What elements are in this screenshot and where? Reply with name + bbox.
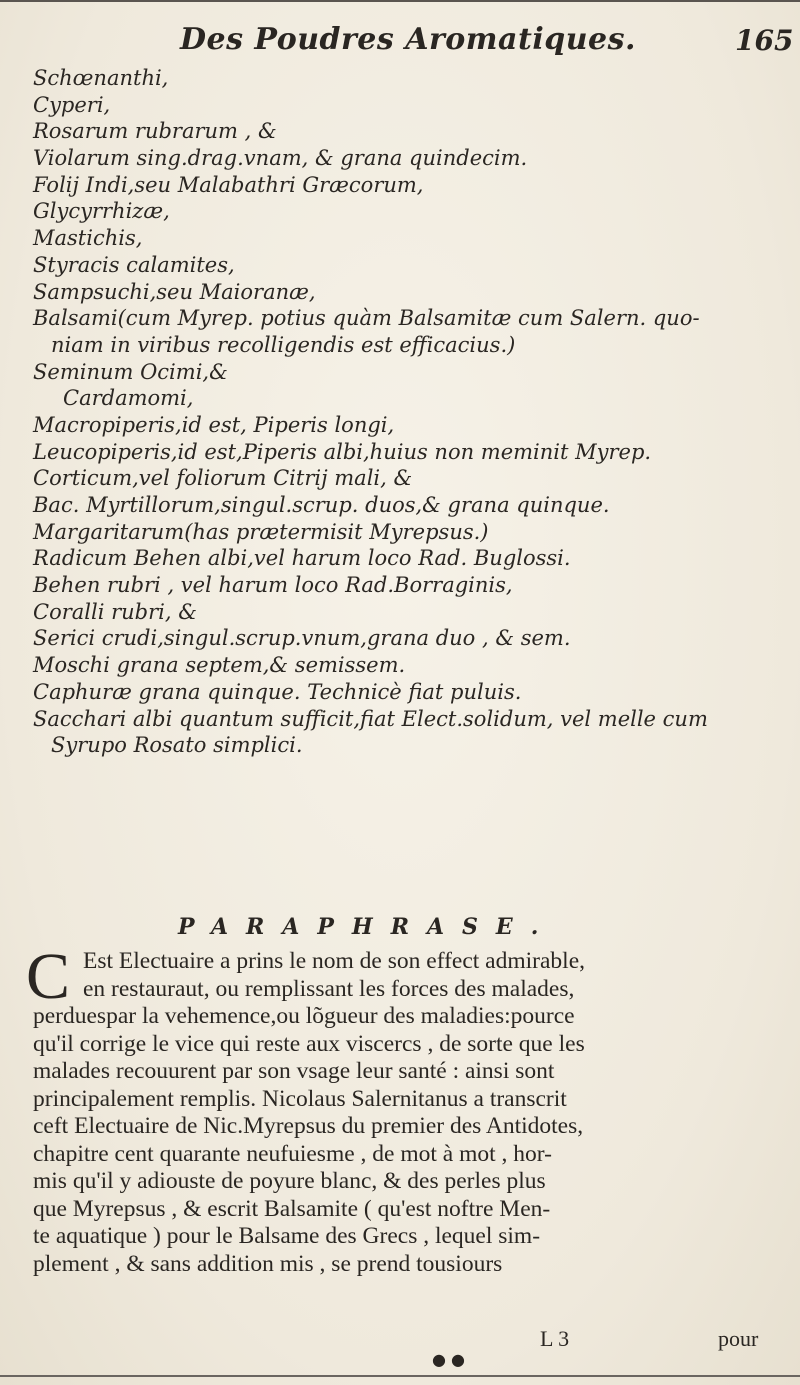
recipe-line: Leucopiperis,id est,Piperis albi,huius non meminit Myrep. bbox=[33, 439, 652, 464]
recipe-line: Radicum Behen albi,vel harum loco Rad. Buglossi. bbox=[33, 546, 571, 571]
recipe-line: Balsami(cum Myrep. potius quàm Balsamitæ cum Salern. quo- bbox=[33, 306, 700, 331]
recipe-line: Syrupo Rosato simplici. bbox=[51, 733, 303, 758]
catchword: pour bbox=[718, 1326, 759, 1351]
paragraph-line: perduespar la vehemence,ou lõgueur des maladies:pource bbox=[33, 1003, 575, 1029]
paragraph-line: plement , & sans addition mis , se prend tousiours bbox=[33, 1250, 503, 1277]
recipe-line: Bac. Myrtillorum,singul.scrup. duos,& grana quinque. bbox=[33, 493, 610, 517]
recipe-line: Serici crudi,singul.scrup.vnum,grana duo , & sem. bbox=[33, 626, 571, 651]
top-rule bbox=[0, 0, 800, 10]
recipe-list bbox=[33, 65, 793, 759]
recipe-line: Behen rubri , vel harum loco Rad.Borraginis, bbox=[33, 573, 513, 598]
paragraph-line: en restauraut, ou remplissant les forces des malades, bbox=[83, 975, 575, 1002]
paragraph-line: malades recouurent par son vsage leur santé : ainsi sont bbox=[33, 1058, 555, 1084]
recipe-line: Margaritarum(has prætermisit Myrepsus.) bbox=[33, 519, 489, 544]
page-number: 165 bbox=[735, 24, 794, 57]
recipe-line: Seminum Ocimi,& bbox=[33, 359, 228, 384]
paragraph-line: chapitre cent quarante neufuiesme , de mot à mot , hor- bbox=[33, 1140, 552, 1167]
paragraph-line: mis qu'il y adiouste de poyure blanc, & des perles plus bbox=[33, 1168, 546, 1194]
paraphrase-paragraph bbox=[33, 948, 793, 1278]
recipe-line: Cyperi, bbox=[33, 92, 111, 117]
recipe-line: Moschi grana septem,& semissem. bbox=[33, 653, 406, 678]
ornament-dots: ● ● bbox=[432, 1350, 466, 1369]
recipe-line: Sampsuchi,seu Maioranæ, bbox=[33, 279, 316, 304]
recipe-line: Rosarum rubrarum , & bbox=[33, 119, 277, 144]
recipe-line: Styracis calamites, bbox=[33, 252, 235, 277]
bottom-rule bbox=[0, 1375, 800, 1377]
paragraph-line: ceft Electuaire de Nic.Myrepsus du premier des Antidotes, bbox=[33, 1113, 584, 1139]
paragraph-line: te aquatique ) pour le Balsame des Grecs , lequel sim- bbox=[33, 1223, 541, 1249]
recipe-line: Folij Indi,seu Malabathri Græcorum, bbox=[33, 172, 424, 197]
paragraph-line: principalement remplis. Nicolaus Salernitanus a transcrit bbox=[33, 1085, 567, 1112]
recipe-line: Macropiperis,id est, Piperis longi, bbox=[33, 412, 395, 437]
recipe-line: Caphuræ grana quinque. Technicè fiat puluis. bbox=[33, 679, 522, 704]
recipe-line: Mastichis, bbox=[33, 226, 143, 251]
paragraph-line: que Myrepsus , & escrit Balsamite ( qu'est noftre Men- bbox=[33, 1195, 551, 1222]
signature-mark: L 3 bbox=[540, 1326, 570, 1351]
paragraph-line: qu'il corrige le vice qui reste aux viscercs , de sorte que les bbox=[33, 1030, 585, 1057]
recipe-line: Schœnanthi, bbox=[33, 66, 169, 90]
recipe-line: Corticum,vel foliorum Citrij mali, & bbox=[33, 466, 413, 491]
recipe-line: Glycyrrhizæ, bbox=[33, 199, 170, 224]
recipe-line: Coralli rubri, & bbox=[33, 599, 197, 624]
page-footer bbox=[0, 1326, 800, 1356]
section-heading: PARAPHRASE. bbox=[178, 914, 557, 940]
recipe-line: Sacchari albi quantum sufficit,fiat Elect.solidum, vel melle cum bbox=[33, 706, 708, 731]
recipe-line: niam in viribus recolligendis est efficacius.) bbox=[51, 332, 516, 357]
drop-capital: C bbox=[26, 940, 71, 1013]
running-head: Des Poudres Aromatiques. bbox=[180, 22, 636, 57]
recipe-line: Violarum sing.drag.vnam, & grana quindecim. bbox=[33, 146, 528, 171]
recipe-line: Cardamomi, bbox=[63, 386, 194, 411]
page-header bbox=[0, 14, 800, 64]
paragraph-line: Est Electuaire a prins le nom de son effect admirable, bbox=[83, 948, 586, 974]
